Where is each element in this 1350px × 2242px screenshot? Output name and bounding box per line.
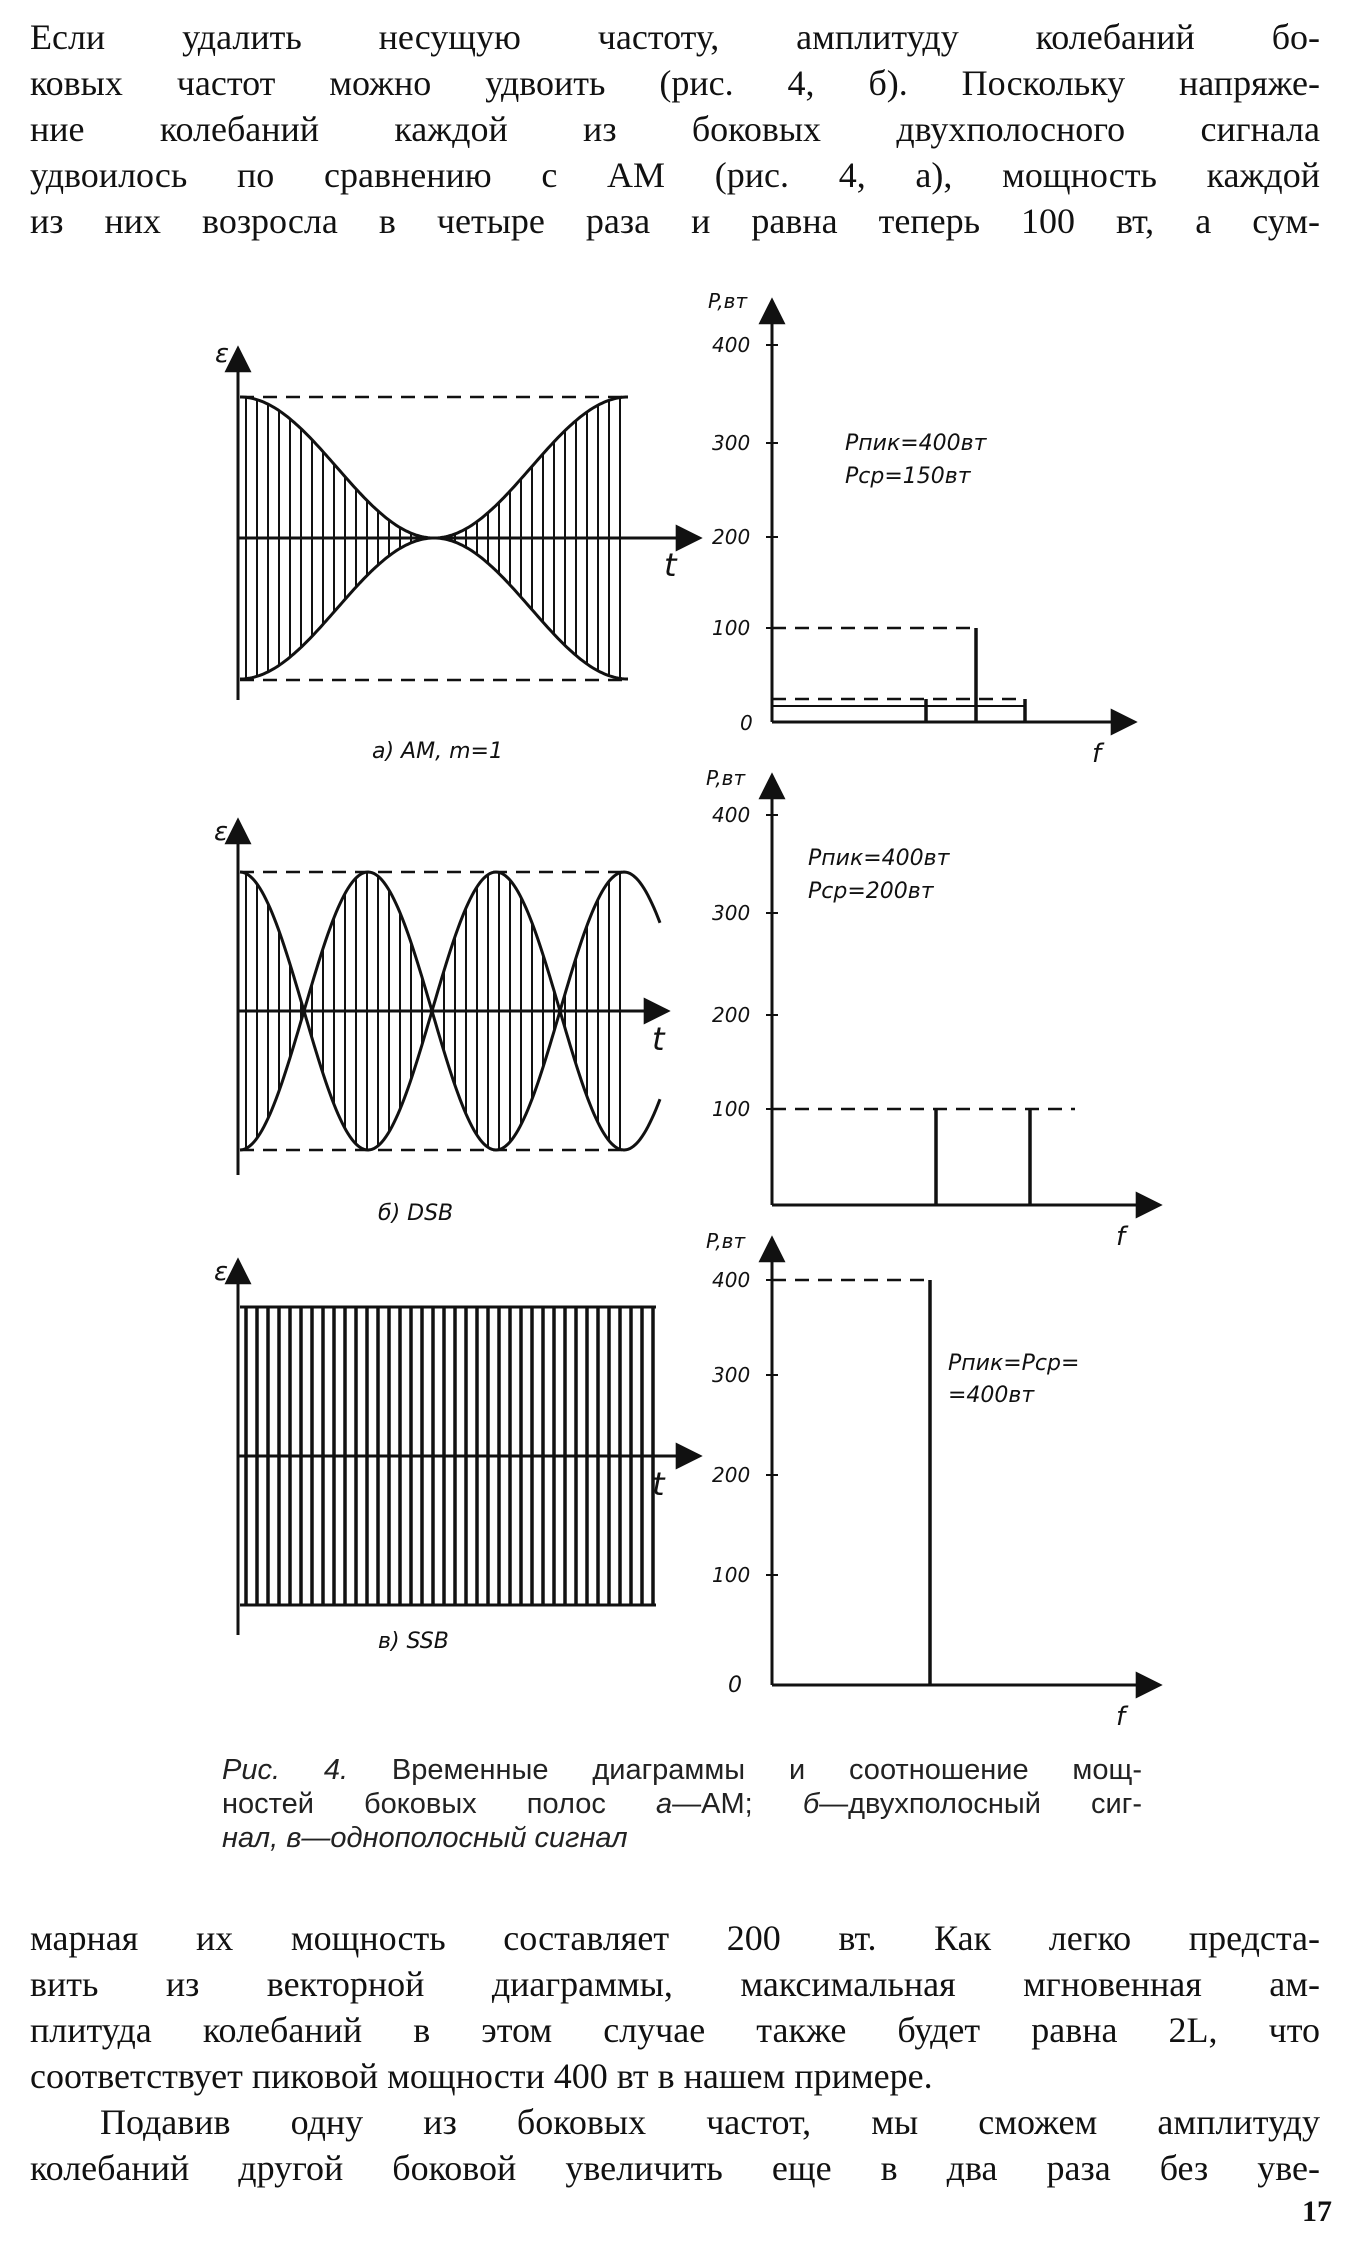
tick-label: 300 [712, 431, 751, 455]
y-axis-label: ε [214, 1257, 229, 1287]
figure-caption [222, 1753, 1142, 1855]
f-axis-label: f [1092, 739, 1102, 769]
power-annotation: Pср=150вт [845, 464, 971, 489]
f-axis-label: f [1116, 1702, 1126, 1732]
caption-line [222, 1821, 1142, 1855]
power-annotation: Pпик=400вт [808, 846, 950, 871]
t-axis-label: t [652, 1465, 665, 1503]
caption-text: —двухполосный сиг- [819, 1788, 1142, 1820]
tick-label: 300 [712, 901, 751, 925]
panel-c-time-diagram [214, 1257, 700, 1654]
tick-label: 100 [712, 1563, 751, 1587]
paragraph-bottom [30, 1915, 1320, 2191]
tick-label: 0 [740, 711, 753, 735]
tick-label: 200 [712, 1003, 751, 1027]
power-annotation: Pср=200вт [808, 879, 934, 904]
tick-label: 400 [712, 1268, 751, 1292]
panel-a-time-diagram [215, 339, 700, 764]
caption-text: ностей боковых полос [222, 1788, 656, 1820]
t-axis-label: t [652, 1020, 665, 1058]
spectrum-y-label: P,вт [708, 289, 748, 313]
text-line: соответствует пиковой мощности 400 вт в нашем примере. [30, 2056, 933, 2096]
am-envelope-upper [240, 397, 628, 538]
page-number: 17 [1302, 2195, 1332, 2228]
zero-label: 0 [728, 1673, 742, 1698]
tick-label: 400 [712, 803, 751, 827]
caption-text: нал, [222, 1822, 287, 1854]
caption-text: в [286, 1822, 302, 1854]
text-line: Если удалить несущую частоту, амплитуду колебаний бо- [30, 17, 1320, 57]
caption-text: —АМ; [672, 1788, 803, 1820]
spectrum-y-label: P,вт [706, 1229, 746, 1253]
text-line: из них возросла в четыре раза и равна теперь 100 вт, а сум- [30, 201, 1320, 241]
panel-b-time-diagram [214, 817, 668, 1226]
spectrum-y-label: P,вт [706, 766, 746, 790]
panel-c-spectrum [706, 1229, 1160, 1732]
tick-label: 200 [712, 525, 751, 549]
panel-a-spectrum [708, 289, 1135, 769]
power-annotation: Pпик=400вт [845, 431, 987, 456]
panel-label: в) SSB [378, 1629, 449, 1654]
y-axis-label: ε [215, 339, 230, 369]
text-line: колебаний другой боковой увеличить еще в два раза без уве- [30, 2148, 1320, 2188]
panel-b-spectrum [706, 766, 1160, 1252]
caption-line [222, 1753, 1142, 1787]
text-line: Подавив одну из боковых частот, мы сможем амплитуду [100, 2102, 1320, 2142]
power-annotation: =400вт [948, 1383, 1035, 1408]
tick-label: 400 [712, 333, 751, 357]
figure-4 [0, 280, 1350, 1750]
tick-label: 200 [712, 1463, 751, 1487]
caption-text: а [655, 1788, 673, 1820]
text-line: марная их мощность составляет 200 вт. Как легко предста- [30, 1918, 1320, 1958]
text-line: ние колебаний каждой из боковых двухполосного сигнала [30, 109, 1320, 149]
text-line: удвоилось по сравнению с АМ (рис. 4, а), мощность каждой [30, 155, 1320, 195]
tick-label: 300 [712, 1363, 751, 1387]
power-annotation: Pпик=Pср= [948, 1351, 1080, 1376]
y-axis-label: ε [214, 817, 229, 847]
panel-label: б) DSB [378, 1201, 454, 1226]
f-axis-label: f [1116, 1222, 1126, 1252]
paragraph-top [30, 14, 1320, 244]
text-line: ковых частот можно удвоить (рис. 4, б). Поскольку напряже- [30, 63, 1320, 103]
caption-text: Временные диаграммы и соотношение мощ- [348, 1754, 1142, 1786]
panel-label: a) AM, m=1 [372, 739, 503, 764]
tick-label: 100 [712, 616, 751, 640]
caption-text: —однополосный сигнал [301, 1822, 628, 1854]
text-line: вить из векторной диаграммы, максимальная мгновенная ам- [30, 1964, 1320, 2004]
caption-text: б [802, 1788, 820, 1820]
figure-label: Рис. 4. [222, 1754, 349, 1786]
text-line: плитуда колебаний в этом случае также будет равна 2L, что [30, 2010, 1320, 2050]
tick-label: 100 [712, 1097, 751, 1121]
t-axis-label: t [664, 546, 677, 584]
am-envelope-lower [240, 538, 628, 679]
caption-line [222, 1787, 1142, 1821]
